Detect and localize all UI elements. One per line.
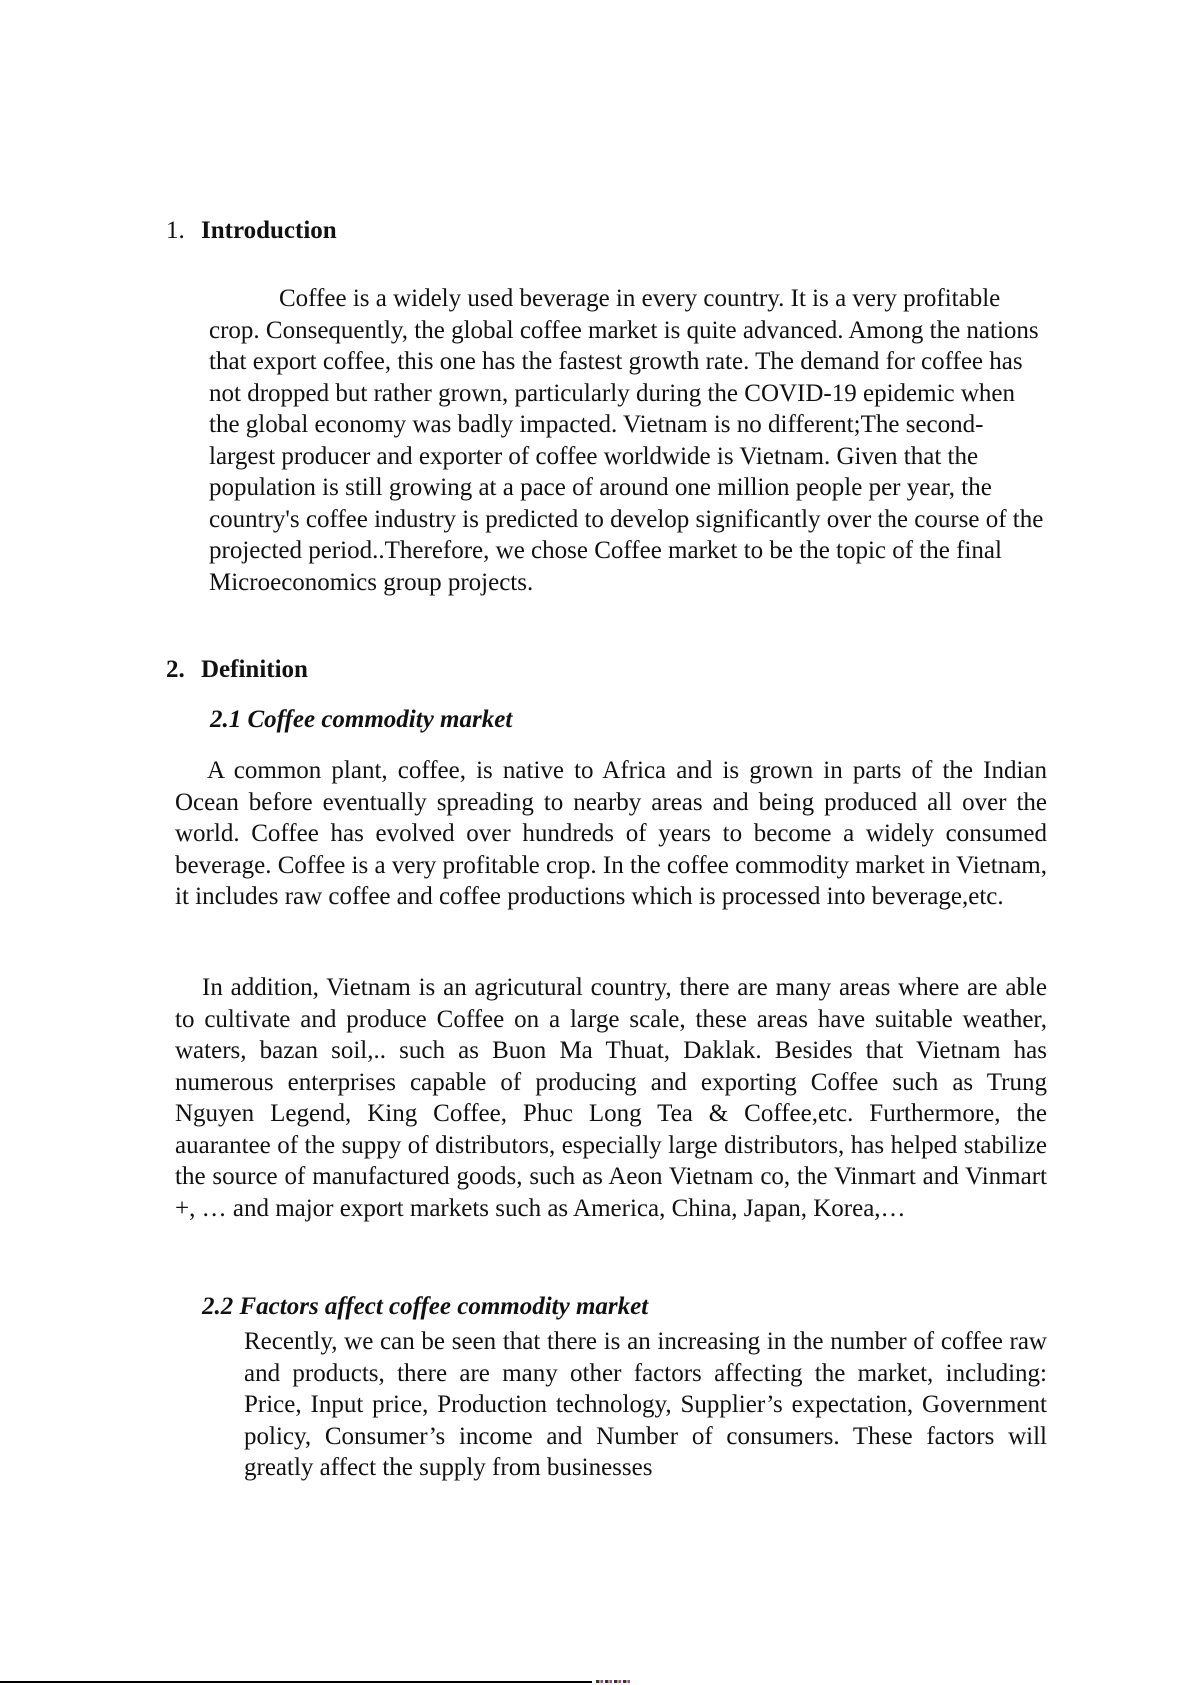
page-number-fragment xyxy=(596,1680,632,1683)
definition-paragraph-2: In addition, Vietnam is an agricutural country, there are many areas where are able to cultivate and produce Coffee on a large scale, these areas have suitable weather, waters, bazan soil,.. such as Buon Ma Thuat, Daklak. Besides that Vietnam has numerous enterprises capable of producing and exporting Coffee such as Trung Nguyen Legend, King Coffee, Phuc Long Tea & Coffee,etc. Furthermore, the auarantee of the suppy of distributors, especially large distributors, has helped stabilize the source of manufactured goods, such as Aeon Vietnam co, the Vinmart and Vinmart +, … and major export markets such as America, China, Japan, Korea,… xyxy=(175,974,1047,1222)
section-heading-introduction xyxy=(166,216,337,246)
factors-paragraph: Recently, we can be seen that there is an increasing in the number of coffee raw and products, there are many other factors affecting the market, including: Price, Input price, Production technology, Supplier’s expectation, Government policy, Consumer’s income and Number of consumers. These factors will greatly affect the supply from businesses xyxy=(244,1328,1047,1481)
section-number: 2. xyxy=(166,656,185,683)
intro-paragraph: Coffee is a widely used beverage in every country. It is a very profitable crop. Consequently, the global coffee market is quite advanced. Among the nations that export coffee, this one has the fastest growth rate. The demand for coffee has not dropped but rather grown, particularly during the COVID-19 epidemic when the global economy was badly impacted. Vietnam is no different;The second-largest producer and exporter of coffee worldwide is Vietnam. Given that the population is still growing at a pace of around one million people per year, the country's coffee industry is predicted to develop significantly over the course of the projected period..Therefore, we chose Coffee market to be the topic of the final Microeconomics group projects. xyxy=(209,285,1044,596)
subsection-heading-2-2: 2.2 Factors affect coffee commodity market xyxy=(202,1293,649,1320)
section-title: Definition xyxy=(201,656,308,683)
section-title: Introduction xyxy=(201,217,337,244)
definition-paragraph-1: A common plant, coffee, is native to Africa and is grown in parts of the Indian Ocean before eventually spreading to nearby areas and being produced all over the world. Coffee has evolved over hundreds of years to become a widely consumed beverage. Coffee is a very profitable crop. In the coffee commodity market in Vietnam, it includes raw coffee and coffee productions which is processed into beverage,etc. xyxy=(175,757,1047,910)
footer-rule xyxy=(0,1681,592,1683)
section-heading-definition xyxy=(166,655,308,685)
section-number: 1. xyxy=(166,217,185,244)
subsection-heading-2-1: 2.1 Coffee commodity market xyxy=(210,706,513,733)
